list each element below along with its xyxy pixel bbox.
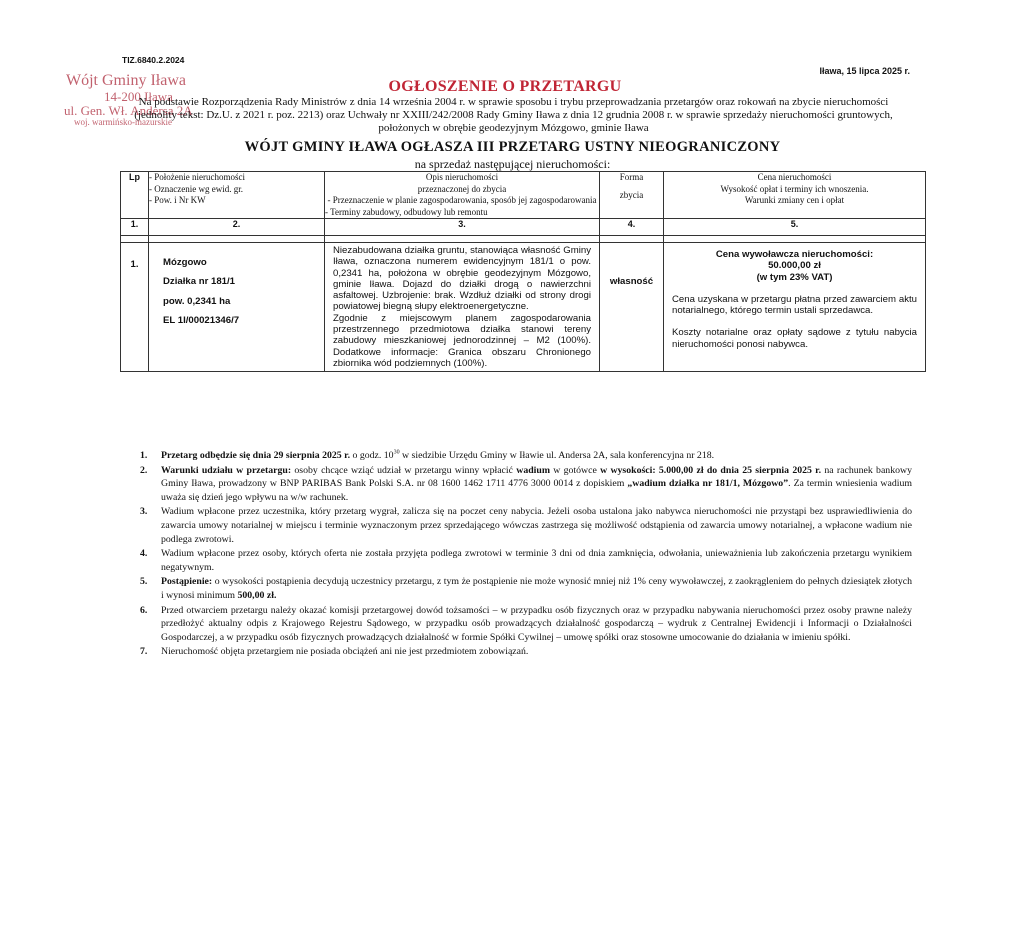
item-bold-text: wadium xyxy=(516,464,551,476)
header-line: Cena nieruchomości xyxy=(757,172,832,182)
row-description xyxy=(325,243,600,372)
price-vat: (w tym 23% VAT) xyxy=(756,271,833,283)
list-item xyxy=(140,575,912,602)
header-price xyxy=(664,172,926,219)
header-location xyxy=(149,172,325,219)
announcement-heading: WÓJT GMINY IŁAWA OGŁASZA III PRZETARG USTNY NIEOGRANICZONY xyxy=(244,139,781,155)
stamp-line: woj. warmińsko-mazurskie xyxy=(74,117,172,128)
header-line: - Terminy zabudowy, odbudowy lub remontu xyxy=(325,206,488,217)
item-bold-text: 500,00 zł. xyxy=(237,589,277,601)
item-number: 1. xyxy=(140,450,148,461)
item-text: osoby chcące wziąć udział w przetargu winny wpłacić xyxy=(291,464,517,476)
item-bold-text: w wysokości: 5.000,00 zł do dnia 25 sierpnia 2025 r. xyxy=(600,464,822,476)
document-date: Iława, 15 lipca 2025 r. xyxy=(819,66,910,76)
column-number-row xyxy=(121,219,926,236)
column-number: 3. xyxy=(325,219,600,236)
location-land-register: EL 1I/00021346/7 xyxy=(163,314,240,326)
row-location xyxy=(149,243,325,372)
list-item xyxy=(140,464,912,505)
header-line: Wysokość opłat i terminy ich wnoszenia. xyxy=(720,183,869,194)
item-number: 7. xyxy=(140,646,148,658)
item-text: w siedzibie Urzędu Gminy w Iławie ul. Andersa 2A, sala konferencyjna nr 218. xyxy=(399,450,715,461)
list-item xyxy=(140,547,912,574)
list-item xyxy=(140,505,912,546)
list-item xyxy=(140,449,912,463)
item-number: 2. xyxy=(140,464,148,476)
price-label: Cena wywoławcza nieruchomości: xyxy=(715,249,874,260)
column-number: 1. xyxy=(121,219,149,236)
item-text: w gotówce xyxy=(550,464,601,476)
column-number: 2. xyxy=(149,219,325,236)
document-reference: TIZ.6840.2.2024 xyxy=(122,55,185,65)
announcement-title: OGŁOSZENIE O PRZETARGU xyxy=(388,78,622,95)
table-row xyxy=(121,243,926,372)
list-item xyxy=(140,645,912,659)
header-form xyxy=(600,172,664,219)
header-line: Forma xyxy=(619,172,644,182)
item-text: o wysokości postąpienia decydują uczestnicy przetargu, z tym że postąpienie nie może wynosić mniej niż 1% ceny wywoławczej, z zaokrągleniem do pełnych dziesiątek złotych i wynosi minimum xyxy=(161,576,912,601)
location-parcel: Działka nr 181/1 xyxy=(163,276,235,288)
stamp-line: 14-200 Iława xyxy=(104,88,173,104)
price-value: 50.000,00 zł xyxy=(768,260,821,272)
item-bold-text: Warunki udziału w przetargu: xyxy=(161,464,292,476)
header-line: - Położenie nieruchomości xyxy=(149,172,245,182)
item-bold-text: Postąpienie: xyxy=(161,576,213,588)
property-table xyxy=(120,171,926,372)
auction-terms-list xyxy=(140,449,912,660)
item-number: 4. xyxy=(140,548,148,560)
header-line: - Przeznaczenie w planie zagospodarowania, sposób jej zagospodarowania xyxy=(327,195,597,205)
location-area: pow. 0,2341 ha xyxy=(163,295,231,307)
table-header-row xyxy=(121,172,926,219)
item-text: o godz. 10 xyxy=(350,450,394,461)
item-superscript: 30 xyxy=(393,449,400,456)
price-note: Cena uzyskana w przetargu płatna przed zawarciem aktu notarialnego, którego termin ustali sprzedawca. xyxy=(672,293,917,317)
header-line: Opis nieruchomości xyxy=(425,172,499,182)
item-bold-text: „wadium działka nr 181/1, Mózgowo” xyxy=(627,478,789,490)
header-line: - Oznaczenie wg ewid. gr. xyxy=(149,183,243,194)
header-line: przeznaczonej do zbycia xyxy=(417,183,507,194)
row-lp: 1. xyxy=(121,243,149,372)
legal-basis-intro: Na podstawie Rozporządzenia Rady Ministrów z dnia 14 września 2004 r. w sprawie sposobu i trybu przeprowadzania przetargów oraz rokowań na zbycie nieruchomości (jednolity tekst: Dz.U. z 2021 r. poz. 2213) oraz Uchwały nr XXIII/242/2008 Rady Gminy Iława z dnia 12 grudnia 2008 r. w sprawie sprzedaży nieruchomości gruntowych, położonych w obrębie geodezyjnym Mózgowo, gminie Iława xyxy=(134,96,893,134)
header-line: - Pow. i Nr KW xyxy=(149,195,206,205)
row-form: własność xyxy=(600,243,664,372)
header-lp: Lp xyxy=(121,172,149,219)
item-number: 5. xyxy=(140,576,148,588)
item-text: Wadium wpłacone przez uczestnika, który przetarg wygrał, zalicza się na poczet ceny nabycia. Jeżeli osoba ustalona jako nabywca nieruchomości nie przystąpi bez usprawiedliwienia do zawarcia umowy notarialnej w miejscu i terminie wyznaczonym przez sprzedającego wówczas zastrzega się możliwość odstąpienia od zawarcia umowy notarialnej, a wpłacone wadium nie podlega zwrotowi. xyxy=(161,506,912,545)
list-item xyxy=(140,604,912,645)
header-line: zbycia xyxy=(619,189,644,200)
item-bold-text: Przetarg odbędzie się dnia 29 sierpnia 2025 r. xyxy=(161,450,351,461)
item-text: Przed otwarciem przetargu należy okazać komisji przetargowej dowód tożsamości – w przypadku osób fizycznych oraz w przypadku nabywania nieruchomości przez osoby prawne należy przedłożyć aktualny odpis z Krajowego Rejestru Sądowego, w przypadku osób prowadzących działalność gospodarczą – wydruk z Centralnej Ewidencji i Informacji o Działalności Gospodarczej, a w przypadku osób fizycznych prowadzących działalność w formie Spółki Cywilnej – umowę spółki oraz stosowne umocowanie do działania w imieniu spółki. xyxy=(161,604,912,643)
price-note: Koszty notarialne oraz opłaty sądowe z tytułu nabycia nieruchomości ponosi nabywca. xyxy=(672,327,917,350)
item-text: Wadium wpłacone przez osoby, których oferta nie została przyjęta podlega zwrotowi w terminie 3 dni od dnia zamknięcia, odwołania, unieważnienia lub zakończenia przetargu wynikiem negatywnym. xyxy=(161,548,912,573)
column-number: 5. xyxy=(664,219,926,236)
stamp-line: ul. Gen. Wł. Andersa 2A xyxy=(64,102,193,118)
column-number: 4. xyxy=(600,219,664,236)
item-text: . Za termin wniesienia wadium uważa się dzień jego wpływu na w/w rachunek. xyxy=(161,478,912,503)
spacer-row xyxy=(121,236,926,243)
header-description xyxy=(325,172,600,219)
location-village: Mózgowo xyxy=(163,257,207,268)
item-number: 3. xyxy=(140,506,148,518)
item-number: 6. xyxy=(140,604,148,616)
item-text: na rachunek bankowy Gminy Iława, prowadzony w BNP PARIBAS Bank Polski S.A. nr 08 1600 1462 1711 4776 3000 0014 z dopiskiem xyxy=(161,464,912,490)
header-line: Warunki zmiany cen i opłat xyxy=(744,195,845,205)
description-paragraph: Niezabudowana działka gruntu, stanowiąca własność Gminy Iława, oznaczona numerem ewidencyjnym 181/1 o pow. 0,2341 ha, położona w obrębie geodezyjnym Mózgowo, gminie Iława. Dojazd do działki drogą o nawierzchni asfaltowej. Uzbrojenie: brak. Wzdłuż działki od strony drogi powiatowej biegną słupy elektroenergetyczne. xyxy=(333,245,591,313)
stamp-line: Wójt Gminy Iława xyxy=(66,72,186,89)
announcement-subheading: na sprzedaż następującej nieruchomości: xyxy=(414,157,611,171)
row-price xyxy=(664,243,926,372)
description-paragraph: Zgodnie z miejscowym planem zagospodarowania przestrzennego przedmiotowa działka stanowi tereny zabudowy mieszkaniowej jednorodzinnej – M2 (100%). Dodatkowe informacje: Granica obszaru Chronionego zbiornika wód podziemnych (100%). xyxy=(333,312,591,369)
item-text: Nieruchomość objęta przetargiem nie posiada obciążeń ani nie jest przedmiotem zobowiązań. xyxy=(161,646,529,658)
